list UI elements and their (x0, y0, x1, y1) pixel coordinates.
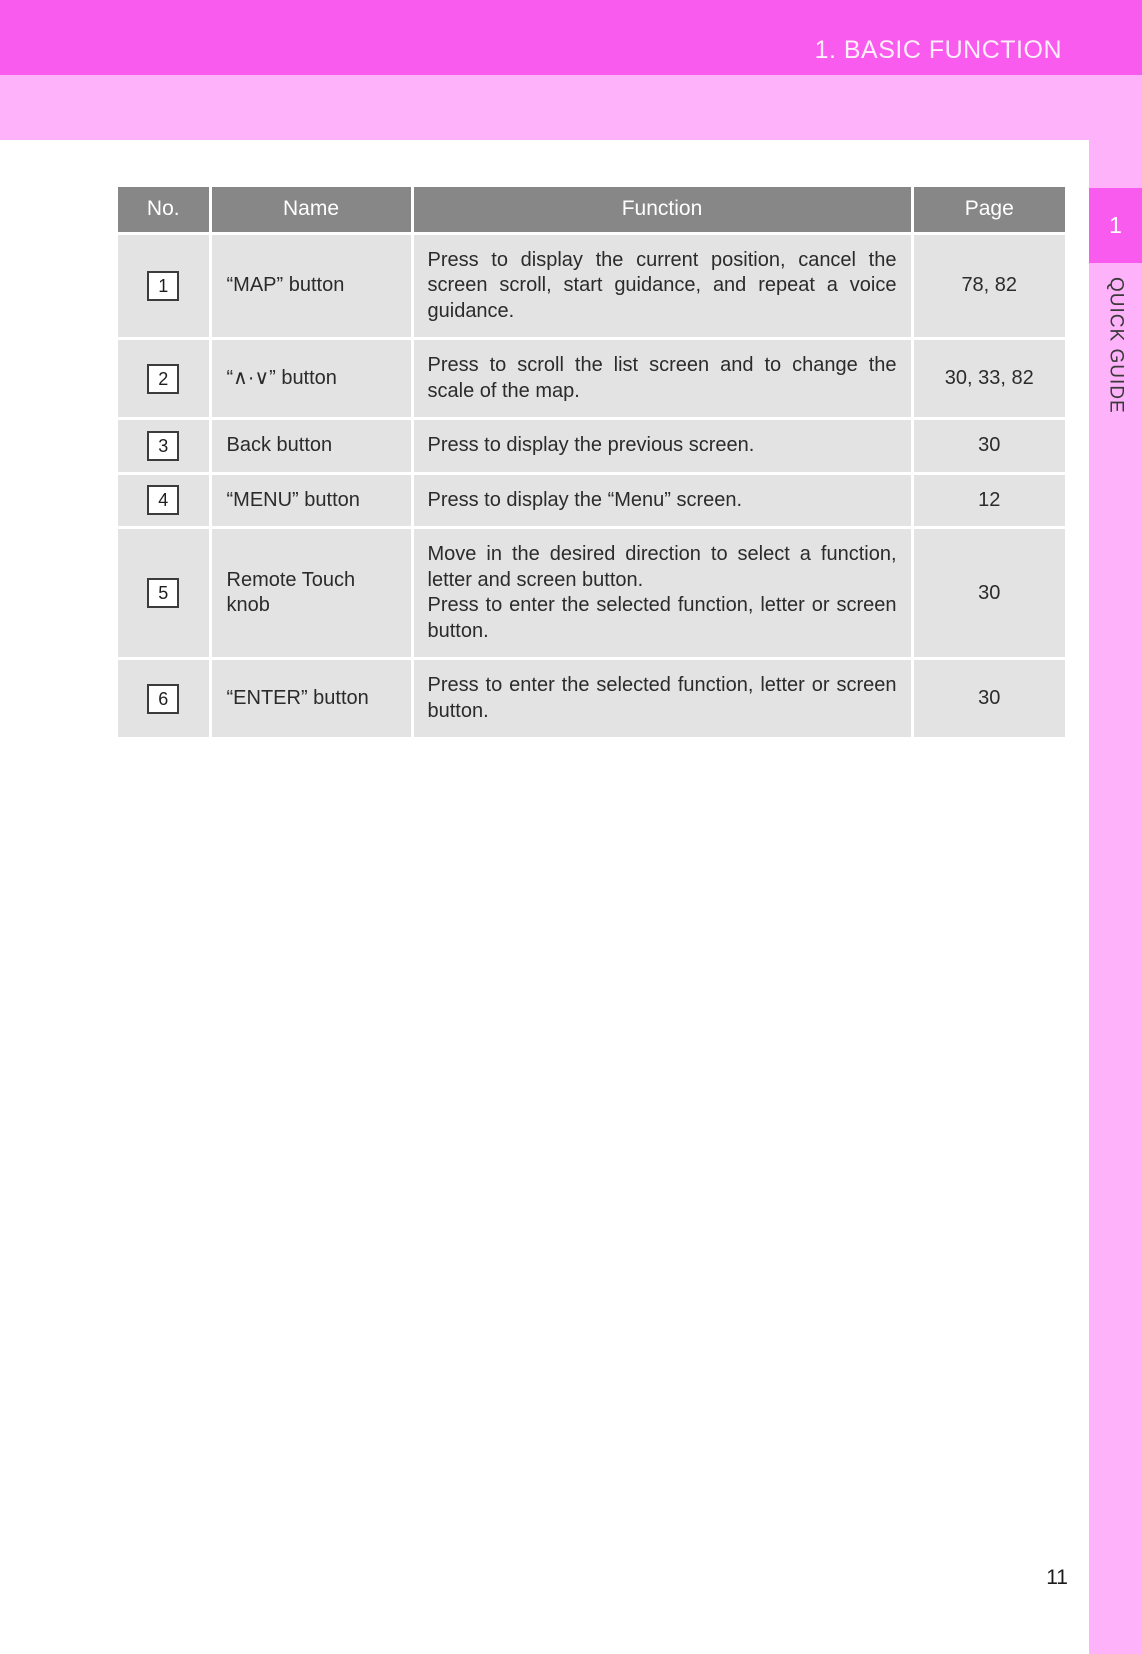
row-name-cell: “ENTER” button (210, 659, 412, 738)
table-row (118, 528, 1065, 659)
page-number: 11 (1046, 1566, 1068, 1589)
table-row (118, 659, 1065, 738)
function-text: Press to display the current position, cancel the screen scroll, start guidance, and repeat a voice guidance. (427, 248, 897, 322)
row-function-cell (412, 473, 912, 528)
quick-guide-sidebar (1089, 140, 1142, 1654)
number-box: 2 (147, 364, 179, 394)
row-function-cell (412, 339, 912, 419)
row-name-cell: “MENU” button (210, 473, 412, 528)
function-text: Press to display the previous screen. (427, 434, 755, 456)
column-header-function: Function (412, 187, 912, 233)
row-function-cell (412, 528, 912, 659)
function-text-2: Press to enter the selected function, letter or screen button. (427, 594, 897, 642)
table-header-row (118, 187, 1065, 233)
row-name-cell: Back button (210, 419, 412, 474)
button-function-table (118, 187, 1065, 737)
function-text: Move in the desired direction to select a function, letter and screen button. (427, 543, 897, 591)
column-header-no: No. (118, 187, 210, 233)
row-number-cell (118, 339, 210, 419)
row-name-cell: “MAP” button (210, 233, 412, 339)
row-name-cell: “∧·∨” button (210, 339, 412, 419)
column-header-name: Name (210, 187, 412, 233)
function-text: Press to display the “Menu” screen. (427, 488, 743, 511)
row-number-cell (118, 473, 210, 528)
function-text: Press to scroll the list screen and to change the scale of the map. (427, 354, 897, 402)
row-number-cell (118, 528, 210, 659)
row-page-cell: 30 (912, 528, 1065, 659)
row-page-cell: 30, 33, 82 (912, 339, 1065, 419)
table-row (118, 419, 1065, 474)
header-accent-band (0, 75, 1142, 140)
row-number-cell (118, 659, 210, 738)
table-row (118, 233, 1065, 339)
table-row (118, 339, 1065, 419)
row-function-cell (412, 233, 912, 339)
sidebar-section-label: QUICK GUIDE (1105, 277, 1127, 414)
row-function-cell (412, 419, 912, 474)
chapter-number-badge: 1 (1089, 188, 1142, 263)
column-header-page: Page (912, 187, 1065, 233)
chapter-title: 1. BASIC FUNCTION (814, 36, 1062, 64)
function-text: Press to enter the selected function, letter or screen button. (427, 674, 897, 722)
row-page-cell: 30 (912, 419, 1065, 474)
row-name-cell: Remote Touch knob (210, 528, 412, 659)
row-number-cell (118, 419, 210, 474)
chapter-header-bar (0, 0, 1142, 75)
row-number-cell (118, 233, 210, 339)
row-page-cell: 30 (912, 659, 1065, 738)
number-box: 6 (147, 684, 179, 714)
number-box: 5 (147, 578, 179, 608)
row-function-cell (412, 659, 912, 738)
number-box: 1 (147, 271, 179, 301)
row-page-cell: 78, 82 (912, 233, 1065, 339)
table-row (118, 473, 1065, 528)
number-box: 4 (147, 485, 179, 515)
number-box: 3 (147, 431, 179, 461)
row-page-cell: 12 (912, 473, 1065, 528)
